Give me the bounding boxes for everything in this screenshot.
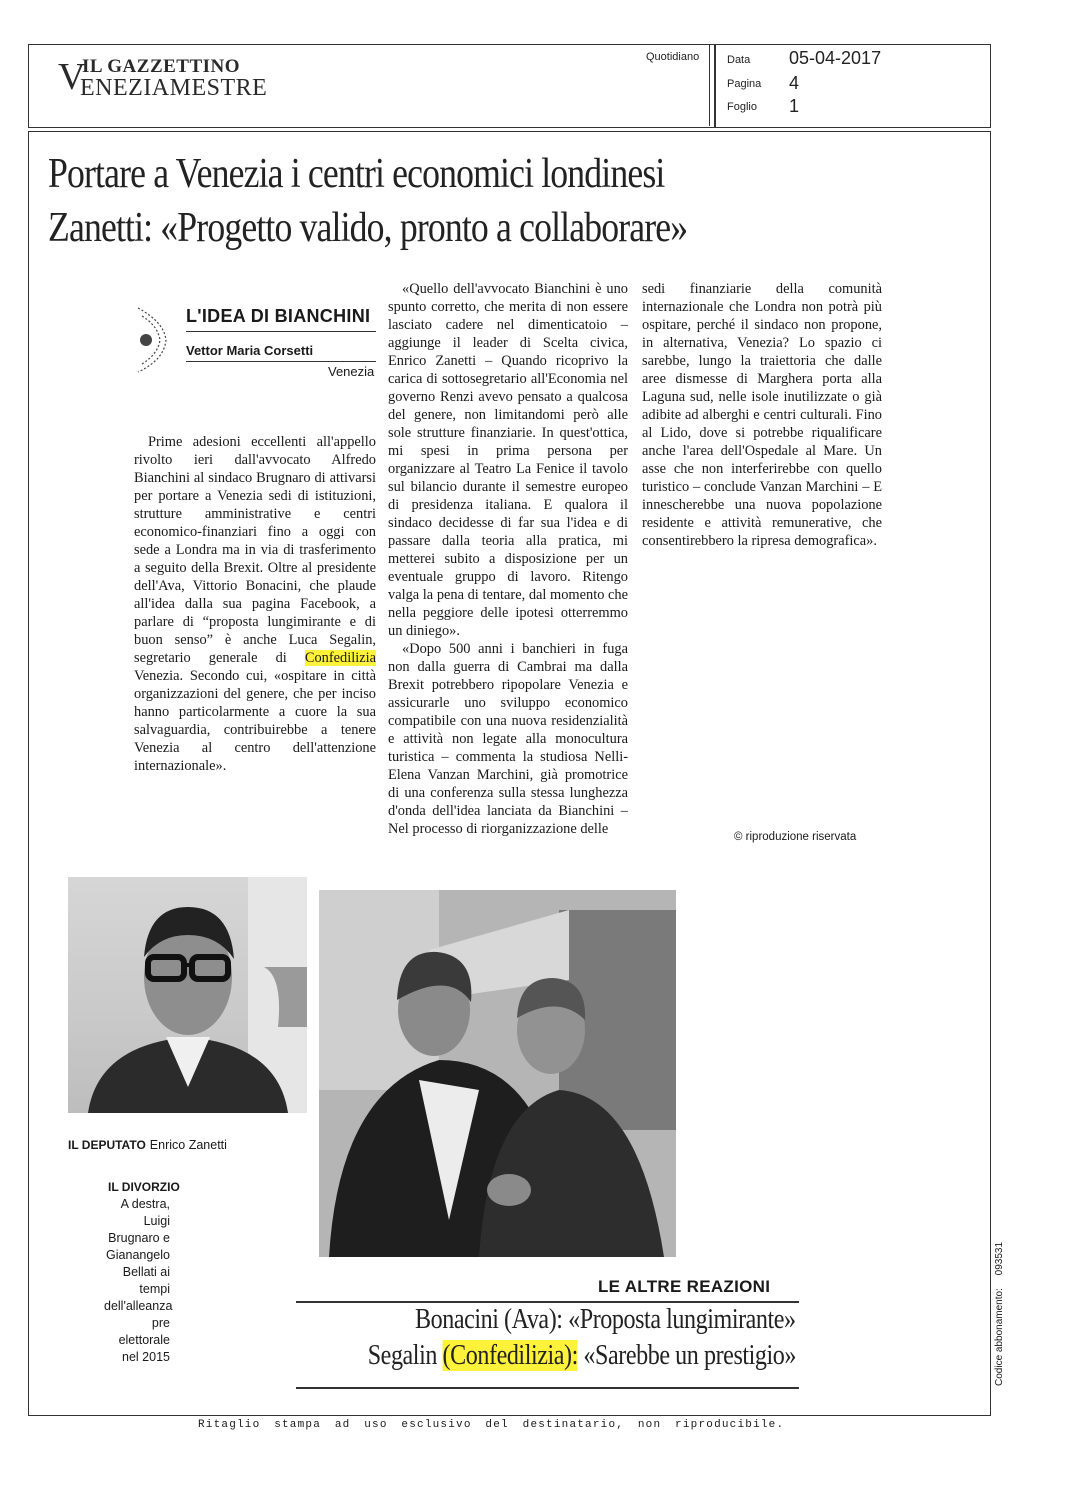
portrait-caption xyxy=(68,1136,227,1154)
publication-type: Quotidiano xyxy=(646,51,700,63)
subscription-code xyxy=(994,1242,1005,1386)
article-kicker: L'IDEA DI BIANCHINI xyxy=(186,306,371,326)
col2-paragraph-1: «Quello dell'avvocato Bianchini è uno spunto corretto, che merita di non essere lasciato cadere nel dimenticatoio – aggiunge il leader di Scelta civica, Enrico Zanetti – Quando ricoprivo la carica di sottosegretario all'Economia nel governo Renzi avevo pensato a qualcosa del genere, non limitandomi però alle sole strutture finanziarie. In quest'ottica, mi spesi in prima persona per organizzare al Teatro La Fenice il tavolo sul bilancio durante il semestre europeo di presidenza italiana. E qualora il sindaco decidesse di far sua l'idea e di passare dalla teoria alla pratica, mi metterei subito a disposizione per un eventuale gruppo di lavoro. Ritengo valga la pena di tentare, dal momento che nella peggiore delle ipotesi otterremmo un diniego». xyxy=(388,281,628,639)
headline-line1: Portare a Venezia i centri economici londinesi xyxy=(48,151,665,197)
sidebar-headline-1: Bonacini (Ava): «Proposta lungimirante» xyxy=(415,1304,796,1335)
col2-paragraph-2: «Dopo 500 anni i banchieri in fuga non dalla guerra di Cambrai ma dalla Brexit potrebbero ripopolare Venezia e assicurarle uno sviluppo economico compatibile con una nuova residenzialità e attività non legate alla monocultura turistica – commenta la studiosa Nelli-Elena Vanzan Marchini, già promotrice di una conferenza sulla stessa lunghezza d'onda dell'idea lanciata da Bianchini – Nel processo di riorganizzazione delle xyxy=(388,641,628,837)
footer-disclaimer: Ritaglio stampa ad uso esclusivo del destinatario, non riproducibile. xyxy=(198,1419,785,1431)
masthead-top: IL GAZZETTINO xyxy=(82,56,241,77)
portrait-caption-bold: IL DEPUTATO xyxy=(68,1138,146,1152)
meta-divider xyxy=(709,44,710,126)
subscription-code-value: 093531 xyxy=(994,1241,1005,1276)
foglio-label: Foglio xyxy=(727,101,757,113)
col1-text-before: Prime adesioni eccellenti all'appello rivolto ieri dall'avvocato Alfredo Bianchini al sindaco Brugnaro di attivarsi per portare a Venezia sedi di istituzioni, strutture amministrative e centri economico-finanziari fino a oggi con sede a Londra ma in via di trasferimento a seguito della Brexit. Oltre al presidente dell'Ava, Vittorio Bonacini, che plaude all'idea dalla sua pagina Facebook, a parlare di “proposta lungimirante e di buon senso” è anche Luca Segalin, segretario generale di xyxy=(134,434,376,666)
article-author: Vettor Maria Corsetti xyxy=(186,343,314,358)
article-column-3 xyxy=(642,280,882,824)
article-column-1 xyxy=(134,433,376,847)
article-column-2 xyxy=(388,280,628,846)
sidebar-line2-before: Segalin xyxy=(367,1340,443,1371)
sidebar-headline-2 xyxy=(368,1340,796,1372)
pagina-value: 4 xyxy=(789,73,800,93)
sidebar-kicker: LE ALTRE REAZIONI xyxy=(598,1277,771,1296)
sidebar-confedilizia-highlight: (Confedilizia): xyxy=(442,1340,578,1371)
data-value: 05-04-2017 xyxy=(789,48,882,68)
sidebar-rule-top xyxy=(296,1301,799,1303)
kicker-rule xyxy=(186,331,376,332)
masthead-bottom: ENEZIAMESTRE xyxy=(80,75,268,101)
foglio-value: 1 xyxy=(789,96,800,116)
pagina-label: Pagina xyxy=(727,78,762,90)
group-caption-bold: IL DIVORZIO xyxy=(108,1180,180,1194)
group-caption-text: A destra, Luigi Brugnaro e Gianangelo Bellati ai tempi dell'alleanza pre elettorale nel 2015 xyxy=(104,1197,173,1364)
byline-rule xyxy=(186,361,376,362)
seal-icon xyxy=(134,302,172,378)
col1-text-after: Venezia. Secondo cui, «ospitare in città organizzazioni del genere, che per inciso hanno particolarmente a cuore la sua salvaguardia, contribuirebbe a tenere Venezia al centro dell'attenzione internazionale». xyxy=(134,668,376,774)
confedilizia-highlight: Confedilizia xyxy=(304,650,376,666)
col3-continuation: sedi finanziarie della comunità internazionale che Londra non potrà più ospitare, perché il sindaco non propone, in alternativa, Venezia? Lo spazio ci sarebbe, lungo la traiettoria che dalle aree dismesse di Marghera porta alla Laguna sud, nelle isole inutilizzate o già adibite ad alberghi e centri culturali. Fino al Lido, dove si potrebbe riqualificare anche l'area dell'Ospedale al Mare. Un asse che non interferirebbe con quello turistico – conclude Vanzan Marchini – E innescherebbe una nuova popolazione residente e attività remunerative, che consentirebbero la ripresa demografica». xyxy=(642,281,882,549)
headline-line2: Zanetti: «Progetto valido, pronto a collaborare» xyxy=(48,205,688,251)
subscription-code-label: Codice abbonamento: xyxy=(994,1288,1005,1386)
portrait-caption-text: Enrico Zanetti xyxy=(149,1138,227,1152)
article-place: Venezia xyxy=(328,364,375,379)
group-photo xyxy=(319,890,676,1257)
sidebar-line2-after: «Sarebbe un prestigio» xyxy=(577,1340,796,1371)
data-label: Data xyxy=(727,54,751,66)
portrait-figure xyxy=(68,877,307,1113)
portrait-photo xyxy=(68,877,307,1113)
sidebar-rule-bottom xyxy=(296,1387,799,1389)
reproduction-notice: © riproduzione riservata xyxy=(734,831,857,843)
group-figure xyxy=(319,890,676,1257)
masthead-initial: V xyxy=(58,56,86,98)
